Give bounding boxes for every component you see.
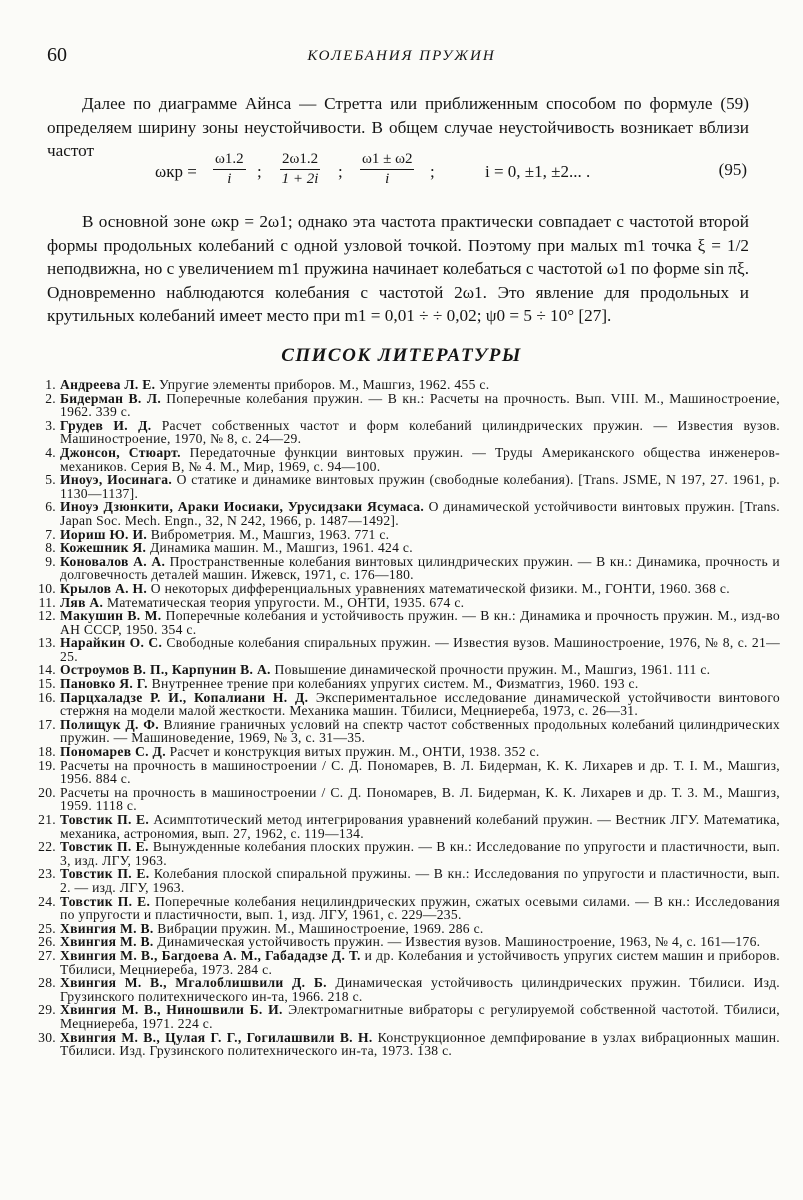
reference-number: 24. [38,893,56,909]
reference-number: 11. [38,594,56,610]
references-heading: СПИСОК ЛИТЕРАТУРЫ [281,345,522,366]
running-head: КОЛЕБАНИЯ ПРУЖИН [307,48,496,64]
reference-text: О динамической устойчивости винтовых пружин. [Trans. Japan Soc. Mech. Engn., 32, N 242, 1966, р. 1487—1492]. [60,499,780,528]
reference-item [30,976,780,1003]
reference-text: Поперечные колебания и устойчивость пружин. — В кн.: Динамика и прочность пружин. М., изд-во АН СССР, 1950. 354 с. [60,608,780,637]
reference-number: 16. [38,689,56,705]
reference-author: Хвингия М. В., Цулая Г. Г., Гогилашвили В. Н. [60,1029,373,1045]
reference-author: Хвингия М. В. [60,934,154,950]
reference-number: 9. [45,553,56,569]
reference-item [30,840,780,867]
reference-item [30,718,780,745]
paragraph-intro: Далее по диаграмме Айнса — Стретта или приближенным способом по формуле (59) определяем ширину зоны неустойчивости. В общем случае неустойчивость возникает вблизи частот [47,94,749,160]
reference-text: Вынужденные колебания плоских пружин. — В кн.: Исследование по упругости и пластичности, вып. 3, изд. ЛГУ, 1963. [60,839,781,868]
reference-author: Хвингия М. В., Ниношвили Б. И. [60,1002,283,1018]
reference-text: О некоторых дифференциальных уравнениях математической физики. М., ГОНТИ, 1960. 368 с. [150,580,730,596]
reference-number: 1. [45,377,56,392]
reference-number: 25. [38,920,56,936]
fraction-1-num: ω1.2 [213,150,246,170]
reference-text: Вибрации пружин. М., Машиностроение, 1969. 286 с. [157,920,484,936]
reference-author: Парцхаладзе Р. И., Копалиани Н. Д. [60,689,309,705]
formula-indices: i = 0, ±1, ±2... . [485,162,591,181]
reference-text: О статике и динамике винтовых пружин (свободные колебания). [Trans. JSME, N 197, 27. 1961, р. 1130—1137]. [60,472,781,501]
reference-number: 23. [38,866,56,882]
reference-author: Хвингия М. В. [60,920,154,936]
reference-author: Хвингия М. В., Мгалоблишвили Д. Б. [60,975,327,991]
reference-author: Андреева Л. Е. [60,377,156,392]
reference-number: 28. [38,975,56,991]
reference-author: Ляв А. [60,594,104,610]
reference-item [30,378,780,392]
reference-number: 14. [38,662,56,678]
reference-text: Внутреннее трение при колебаниях упругих систем. М., Физматгиз, 1960. 193 с. [151,676,639,692]
reference-number: 30. [38,1029,56,1045]
reference-item [30,596,780,610]
reference-text: Передаточные функции винтовых пружин. — Труды Американского общества инженеров-механиков. Серия В, № 4. М., Мир, 1969, с. 94—100. [60,444,780,474]
fraction-3-num: ω1 ± ω2 [360,150,414,170]
reference-author: Нарайкин О. С. [60,635,163,651]
reference-item [30,691,780,718]
reference-author: Иориш Ю. И. [60,526,148,542]
reference-number: 4. [45,444,56,460]
reference-author: Товстик П. Е. [60,893,151,909]
reference-item [30,528,780,542]
formula-95 [155,150,755,200]
reference-author: Товстик П. Е. [60,866,150,882]
reference-text: и др. Колебания и устойчивость упругих систем машин и приборов. Тбилиси, Мецниереба, 1973. 284 с. [60,947,780,977]
reference-list [30,378,780,1058]
reference-number: 17. [38,716,56,732]
page-number: 60 [47,44,67,66]
reference-number: 18. [38,744,56,760]
reference-text: Расчет собственных частот и форм колебаний цилиндрических пружин. — Известия вузов. Машиностроение, 1970, № 8, с. 24—29. [60,417,780,447]
reference-number: 20. [38,784,56,800]
reference-number: 15. [38,676,56,692]
reference-item [30,867,780,894]
reference-number: 8. [45,540,56,556]
reference-text: Поперечные колебания нецилиндрических пружин, сжатых осевыми силами. — В кн.: Исследования по упругости и пластичности, вып. 1, изд. ЛГУ, 1961, с. 229—235. [60,893,780,923]
reference-text: Электромагнитные вибраторы с регулируемой собственной частотой. Тбилиси, Мецниереба, 1971. 224 с. [60,1002,780,1031]
reference-author: Товстик П. Е. [60,839,149,855]
reference-text: Асимптотический метод интегрирования уравнений колебаний пружин. — Вестник ЛГУ. Математика, механика, астрономия, вып. 27, 1962, с. 119—134. [60,812,781,841]
reference-text: Экспериментальное исследование динамической устойчивости винтового стержня на модели малой жесткости. Механика машин. Тбилиси, Мецниереба, 1973, с. 26—31. [60,689,780,719]
reference-item [30,935,780,949]
fraction-3-den: i [385,171,390,187]
reference-author: Джонсон, Стюарт. [60,444,181,460]
reference-text: Расчет и конструкция витых пружин. М., ОНТИ, 1938. 352 с. [169,744,540,760]
reference-number: 2. [45,390,56,406]
reference-item [30,745,780,759]
reference-number: 5. [45,472,56,488]
formula-number: (95) [718,160,747,179]
reference-number: 19. [38,757,56,773]
reference-text: Влияние граничных условий на спектр частот собственных продольных колебаний цилиндрических пружин. — Машиноведение, 1969, № 3, с. 31—35. [60,716,781,746]
fraction-2 [280,150,320,189]
reference-author: Остроумов В. П., Карпунин В. А. [60,662,271,678]
reference-item [30,636,780,663]
reference-number: 21. [38,812,56,827]
reference-text: Математическая теория упругости. М., ОНТИ, 1935. 674 с. [106,594,465,610]
reference-author: Коновалов А. А. [60,553,166,569]
reference-item [30,392,780,419]
reference-item [30,949,780,976]
reference-text: Пространственные колебания винтовых цилиндрических пружин. — В кн.: Динамика, прочность и долговечность деталей машин. Ижевск, 1971, с. 176—180. [60,553,780,583]
fraction-3 [360,150,414,189]
reference-author: Иноуэ, Иосинага. [60,472,173,488]
fraction-2-den: 1 + 2i [281,171,319,187]
reference-text: Упругие элементы приборов. М., Машгиз, 1962. 455 с. [158,377,490,392]
reference-item [30,677,780,691]
reference-number: 29. [38,1002,56,1018]
reference-text: Поперечные колебания пружин. — В кн.: Расчеты на прочность. Вып. VIII. М., Машиностроение, 1962. 339 с. [60,390,780,420]
reference-number: 7. [45,526,56,542]
reference-author: Крылов А. Н. [60,580,148,596]
reference-text: Свободные колебания спиральных пружин. — Известия вузов. Машиностроение, 1976, № 8, с. 21—25. [60,635,780,664]
reference-item [30,895,780,922]
reference-text: Повышение динамической прочности пружин. М., Машгиз, 1961. 111 с. [274,662,711,678]
reference-item [30,1003,780,1030]
reference-item [30,922,780,936]
reference-author: Иноуэ Дзюнкити, Араки Иосиаки, Урусидзаки Ясумаса. [60,499,425,515]
reference-item [30,1031,780,1058]
reference-text: Динамическая устойчивость цилиндрических пружин. Тбилиси. Изд. Грузинского политехнического ин-та, 1966. 218 с. [60,975,781,1004]
formula-lhs: ωкр = [155,162,197,181]
formula-sep-3: ; [430,162,435,181]
reference-item [30,541,780,555]
reference-number: 13. [38,635,56,651]
reference-author: Пановко Я. Г. [60,676,148,692]
formula-sep-1: ; [257,162,262,181]
reference-item [30,663,780,677]
reference-number: 27. [38,947,56,963]
reference-number: 26. [38,934,56,950]
reference-author: Бидерман В. Л. [60,390,162,406]
reference-text: Расчеты на прочность в машиностроении / С. Д. Пономарев, В. Л. Бидерман, К. К. Лихарев и др. Т. I. М., Машгиз, 1956. 884 с. [60,757,780,787]
reference-item [30,419,780,446]
reference-text: Расчеты на прочность в машиностроении / С. Д. Пономарев, В. Л. Бидерман, К. К. Лихарев и др. Т. 3. М., Машгиз, 1959. 1118 с. [60,784,780,814]
reference-text: Виброметрия. М., Машгиз, 1963. 771 с. [150,526,390,542]
reference-author: Хвингия М. В., Багдоева А. М., Габададзе Д. Т. [60,947,361,963]
fraction-1 [213,150,246,189]
formula-sep-2: ; [338,162,343,181]
reference-author: Товстик П. Е. [60,812,150,827]
reference-item [30,555,780,582]
reference-author: Пономарев С. Д. [60,744,166,760]
reference-item [30,786,780,813]
reference-item [30,473,780,500]
reference-text: Конструкционное демпфирование в узлах вибрационных машин. Тбилиси. Изд. Грузинского политехнического ин-та, 1973. 138 с. [60,1029,780,1059]
reference-text: Динамическая устойчивость пружин. — Известия вузов. Машиностроение, 1963, № 4, с. 161—176. [157,934,761,950]
reference-text: Колебания плоской спиральной пружины. — В кн.: Исследования по упругости и пластичности, вып. 2. — изд. ЛГУ, 1963. [60,866,781,895]
reference-number: 6. [45,499,56,515]
reference-number: 12. [38,608,56,624]
reference-author: Кожешник Я. [60,540,147,556]
reference-item [30,582,780,596]
reference-item [30,500,780,527]
fraction-1-den: i [227,171,232,187]
reference-text: Динамика машин. М., Машгиз, 1961. 424 с. [149,540,413,556]
fraction-2-num: 2ω1.2 [280,150,320,170]
paragraph-main-zone: В основной зоне ωкр = 2ω1; однако эта частота практически совпадает с частотой второй формы продольных колебаний с одной узловой точкой. Поэтому при малых m1 точка ξ = 1/2 неподвижна, но с увеличением m1 пружина начинает колебаться с частотой ω1 по форме sin πξ. Одновременно наблюдаются колебания с частотой 2ω1. Это явление для продольных и крутильных колебаний имеет место при m1 = 0,01 ÷ ÷ 0,02; ψ0 = 5 ÷ 10° [27]. [47,212,749,325]
reference-item [30,446,780,473]
reference-author: Полищук Д. Ф. [60,716,159,732]
reference-item [30,759,780,786]
reference-item [30,609,780,636]
reference-author: Грудев И. Д. [60,417,152,433]
reference-item [30,813,780,840]
reference-number: 3. [45,417,56,433]
reference-author: Макушин В. М. [60,608,162,624]
reference-number: 10. [38,580,56,596]
reference-number: 22. [38,839,56,855]
